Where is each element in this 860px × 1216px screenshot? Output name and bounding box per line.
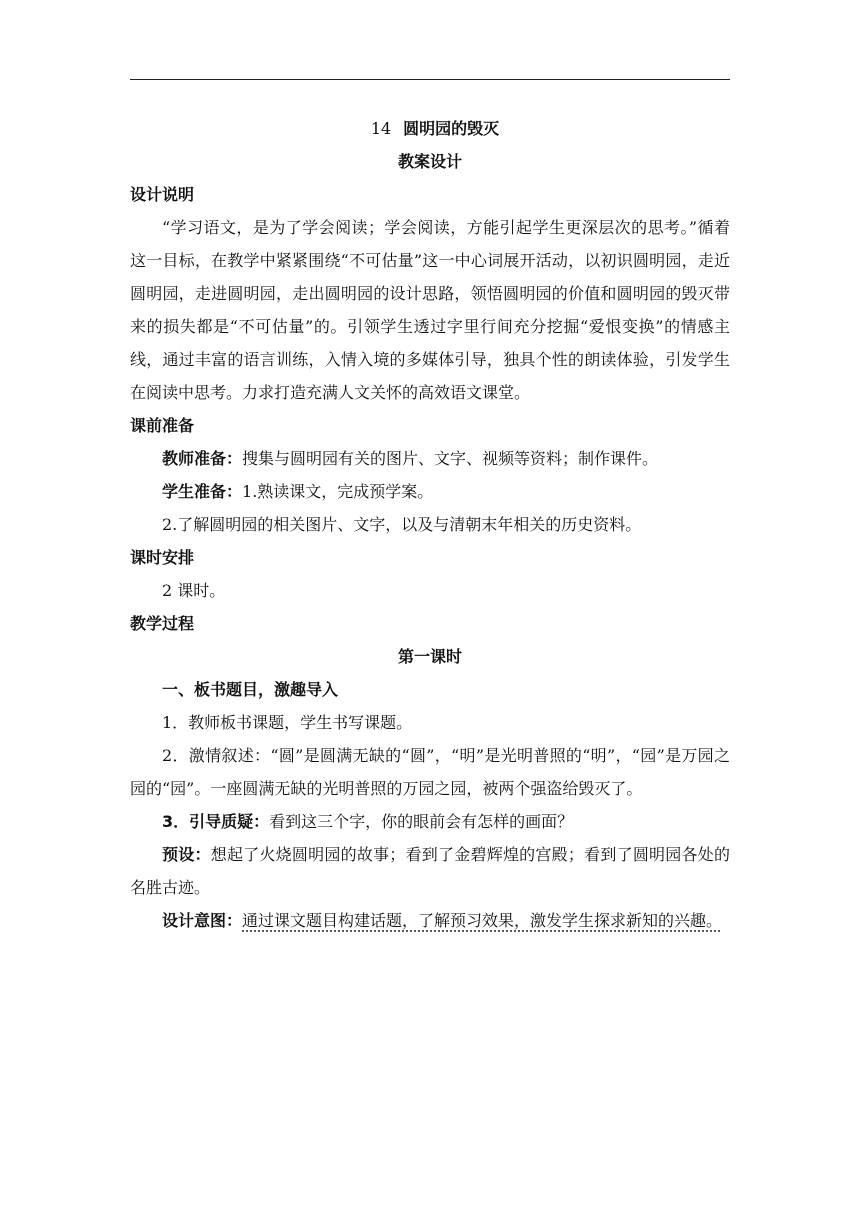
design-intent-text: 通过课文题目构建话题，了解预习效果，激发学生探求新知的兴趣。 <box>242 911 723 930</box>
schedule-text: 2 课时。 <box>162 581 226 600</box>
step-2: 2．激情叙述：“圆”是圆满无缺的“圆”，“明”是光明普照的“明”，“园”是万园之园的“园”。一座圆满无缺的光明普照的万园之园，被两个强盗给毁灭了。 <box>130 746 730 798</box>
student-preparation <box>130 475 730 508</box>
lesson-title-text: 圆明园的毁灭 <box>403 119 500 138</box>
lesson-title <box>140 112 730 145</box>
step-1: 1．教师板书课题，学生书写课题。 <box>162 713 413 732</box>
lesson-subtitle: 教案设计 <box>397 152 462 171</box>
preparation-heading: 课前准备 <box>130 416 195 435</box>
preset-answer <box>130 838 730 904</box>
preset-text: 想起了火烧圆明园的故事；看到了金碧辉煌的宫殿；看到了圆明园各处的名胜古迹。 <box>130 845 730 897</box>
design-intent-label: 设计意图： <box>162 911 243 930</box>
teacher-preparation-text: 搜集与圆明园有关的图片、文字、视频等资料；制作课件。 <box>242 449 659 468</box>
step-3 <box>130 805 730 838</box>
teacher-preparation-label: 教师准备： <box>162 449 243 468</box>
student-preparation-label: 学生准备： <box>162 482 243 501</box>
lesson-number: 14 <box>370 119 392 138</box>
design-intent <box>130 904 730 937</box>
design-notes-body: “学习语文，是为了学会阅读；学会阅读，方能引起学生更深层次的思考。”循着这一目标，在教学中紧紧围绕“不可估量”这一中心词展开活动，以初识圆明园，走近圆明园，走进圆明园，走出圆明园的设计思路，领悟圆明园的价值和圆明园的毁灭带来的损失都是“不可估量”的。引领学生透过字里行间充分挖掘“爱恨变换”的情感主线，通过丰富的语言训练，入情入境的多媒体引导，独具个性的朗读体验，引发学生在阅读中思考。力求打造充满人文关怀的高效语文课堂。 <box>130 218 730 402</box>
teacher-preparation <box>130 442 730 475</box>
student-preparation-item-2: 2.了解圆明园的相关图片、文字，以及与清朝末年相关的历史资料。 <box>162 515 642 534</box>
step-3-label: 3．引导质疑： <box>162 812 270 831</box>
step-3-text: 看到这三个字，你的眼前会有怎样的画面？ <box>269 812 574 831</box>
lesson1-title: 第一课时 <box>397 647 462 666</box>
student-preparation-item-1: 1.熟读课文，完成预学案。 <box>242 482 434 501</box>
design-notes-heading: 设计说明 <box>130 185 195 204</box>
schedule-heading: 课时安排 <box>130 548 195 567</box>
preset-label: 预设： <box>162 845 211 864</box>
header-rule <box>130 79 730 80</box>
section1-title: 一、板书题目，激趣导入 <box>162 680 339 699</box>
document-body <box>130 112 730 937</box>
process-heading: 教学过程 <box>130 614 195 633</box>
